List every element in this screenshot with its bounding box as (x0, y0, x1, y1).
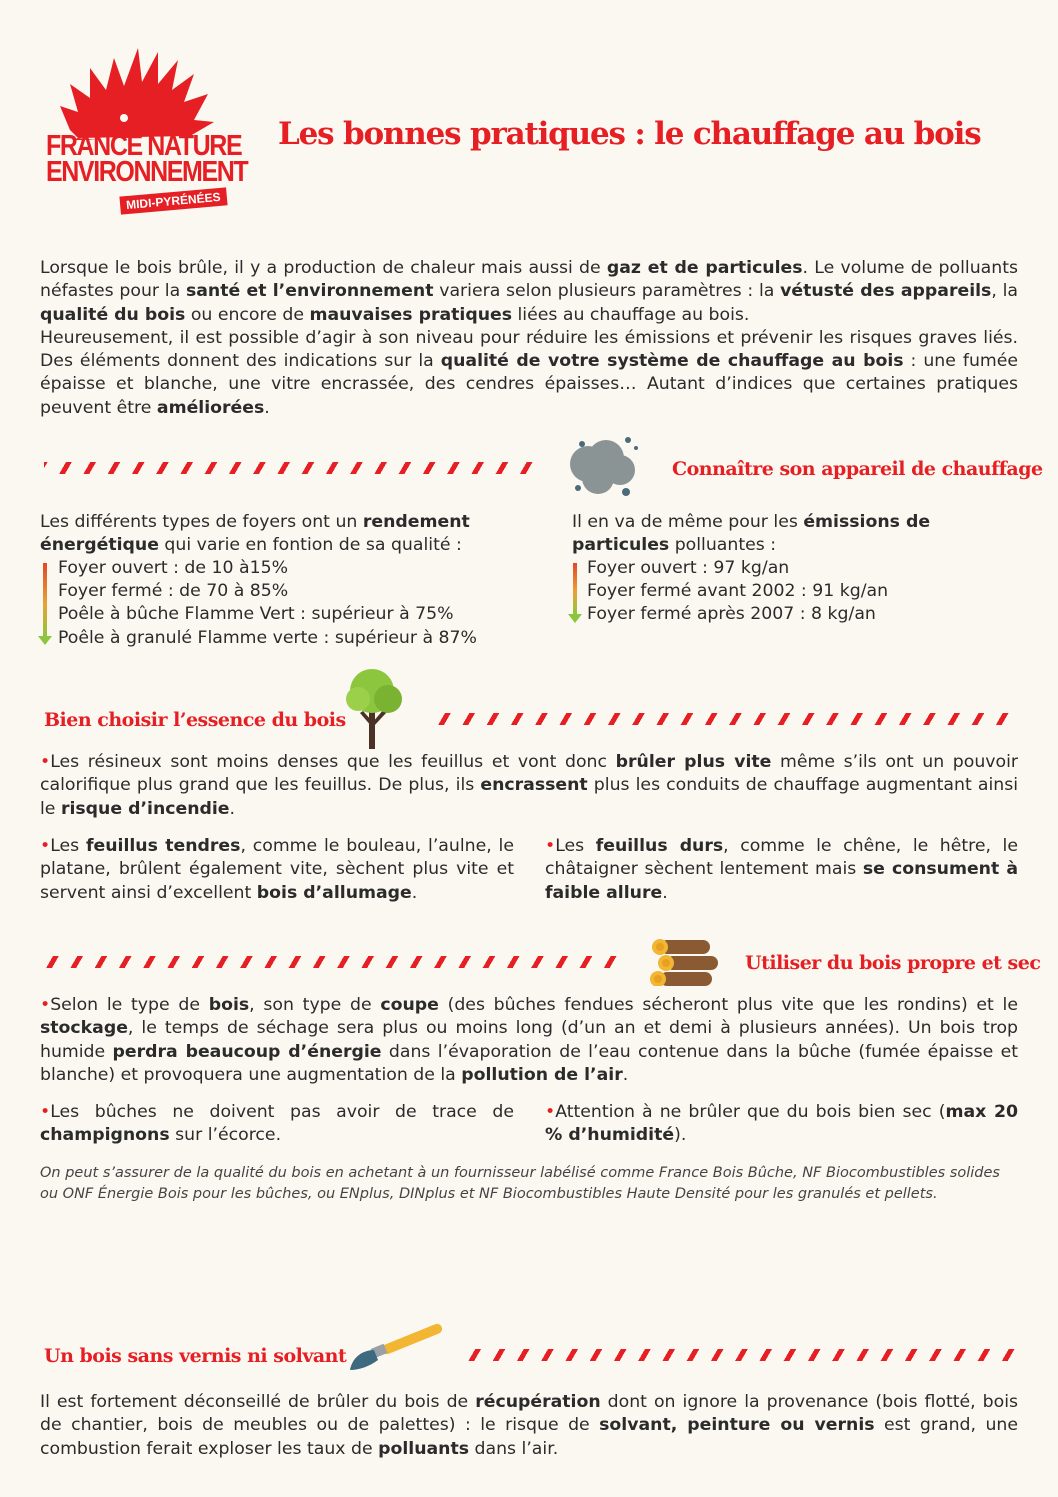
bold-run: coupe (380, 995, 439, 1015)
bullet: • (40, 752, 51, 772)
logo-region-badge (119, 187, 227, 214)
bullet: • (545, 836, 556, 856)
bold-run: encrassent (480, 775, 588, 796)
text-run: (des bûches fendues sécheront plus vite que les rondins) et le (438, 995, 1018, 1015)
section-divider-4 (468, 1349, 1018, 1361)
bold-run: vétusté des appareils (780, 281, 992, 302)
feuillus-tendres-paragraph (40, 835, 514, 905)
section-divider-1 (44, 462, 536, 474)
sechage-p1 (40, 995, 1018, 1085)
rendement-item: Foyer fermé : de 70 à 85% (58, 581, 289, 602)
text-run: Heureusement, il est possible d’agir à son niveau pour réduire les émissions et prévenir les risques graves liés. Des éléments donnent des indications sur la (40, 327, 1018, 372)
sechage-paragraph (40, 994, 1018, 1087)
text-run: variera selon plusieurs paramètres : la (433, 281, 781, 302)
logo-line-2: ENVIRONNEMENT (46, 155, 248, 189)
emissions-item: Foyer ouvert : 97 kg/an (587, 558, 790, 578)
bold-run: perdra beaucoup d’énergie (112, 1041, 382, 1062)
text-run: ou encore de (185, 304, 310, 325)
text-run: Attention à ne brûler que du bois bien sec ( (555, 1102, 946, 1122)
rendement-block (40, 511, 480, 558)
text-run: , la (991, 281, 1018, 302)
bold-run: stockage (40, 1018, 128, 1039)
paintbrush-icon (346, 1320, 446, 1374)
bullet: • (40, 1102, 51, 1122)
text-run: . Le volume de polluants néfastes pour la (40, 258, 1018, 302)
text-run: . (264, 397, 270, 418)
rendement-item: Poêle à granulé Flamme verte : supérieur à 87% (58, 627, 477, 648)
bold-run: bois (208, 995, 250, 1015)
emissions-list (587, 557, 888, 627)
text-run: Il est fortement déconseillé de brûler du bois de (40, 1392, 476, 1412)
logo-region-text: MIDI-PYRÉNÉES (125, 189, 222, 213)
section-title-essence: Bien choisir l’essence du bois (44, 709, 346, 731)
emissions-item: Foyer fermé après 2007 : 8 kg/an (587, 604, 876, 625)
text-run: qui varie en fontion de sa qualité : (158, 535, 462, 556)
bold-run: améliorées (156, 397, 265, 418)
bold-run: feuillus tendres (86, 836, 241, 856)
bold-run: polluants (378, 1438, 470, 1459)
logs-icon (646, 938, 720, 986)
emissions-block (572, 511, 1022, 558)
bold-run: qualité de votre système de chauffage au bois (440, 351, 904, 372)
text-run: Les résineux sont moins denses que les feuillus et vont donc (50, 752, 616, 772)
bold-run: brûler plus vite (615, 752, 772, 772)
essence-paragraph (40, 751, 1018, 821)
section-divider-3 (44, 956, 620, 968)
smoke-cloud-icon (562, 432, 642, 498)
feuillus-tendres-text (40, 836, 514, 903)
rendement-gradient-arrow (43, 563, 47, 637)
logo (40, 40, 248, 220)
section-title-vernis: Un bois sans vernis ni solvant (44, 1345, 347, 1367)
section-title-appareil: Connaître son appareil de chauffage (672, 458, 1043, 480)
text-run: . (229, 798, 236, 819)
champignons-text (40, 1102, 514, 1145)
rendement-item: Poêle à bûche Flamme Vert : supérieur à 75% (58, 604, 454, 625)
vernis-paragraph (40, 1391, 1018, 1461)
text-run: Il en va de même pour les (572, 512, 804, 532)
emissions-intro (572, 511, 1022, 558)
feuillus-durs-paragraph (545, 835, 1018, 905)
text-run: est grand, une combustion ferait exploser les taux de (40, 1415, 1019, 1459)
text-run: dont on ignore la provenance (bois flotté, bois de chantier, bois de meubles ou de palettes) : le risque de (40, 1392, 1018, 1436)
text-run: liées au chauffage au bois. (512, 304, 750, 325)
bold-run: qualité du bois (40, 304, 186, 325)
tree-icon (340, 667, 404, 749)
feuillus-durs-text (545, 836, 1018, 903)
bold-run: se consument à faible allure (545, 859, 1019, 903)
bullet: • (40, 836, 51, 856)
rendement-list (58, 557, 477, 650)
bold-run: feuillus durs (595, 836, 724, 856)
bold-run: champignons (40, 1125, 170, 1146)
text-run: polluantes : (669, 535, 777, 556)
text-run: Les (50, 836, 86, 856)
text-run: , comme le chêne, le hêtre, le châtaigner sèchent lentement mais (545, 836, 1018, 880)
bold-run: santé et l’environnement (185, 281, 434, 302)
page-title: Les bonnes pratiques : le chauffage au bois (278, 116, 981, 152)
bullet: • (545, 1102, 556, 1122)
bold-run: rendement énergétique (40, 512, 470, 556)
bold-run: pollution de l’air (461, 1064, 623, 1085)
text-run: Les différents types de foyers ont un (40, 512, 363, 532)
rendement-item: Foyer ouvert : de 10 à15% (58, 558, 289, 578)
bold-run: gaz et de particules (606, 258, 803, 278)
text-run: Les bûches ne doivent pas avoir de trace de (50, 1102, 514, 1122)
text-run: Lorsque le bois brûle, il y a production de chaleur mais aussi de (40, 258, 607, 278)
bold-run: solvant, peinture ou vernis (599, 1415, 875, 1436)
intro-p1 (40, 257, 1018, 327)
bold-run: bois d’allumage (256, 882, 412, 903)
text-run: Selon le type de (50, 995, 209, 1015)
essence-p1 (40, 752, 1018, 819)
text-run: . (411, 882, 418, 903)
bold-run: risque d’incendie (60, 798, 230, 819)
humidite-paragraph (545, 1101, 1018, 1148)
label-note: On peut s’assurer de la qualité du bois en achetant à un fournisseur labélisé comme France Bois Bûche, NF Biocombustibles solides ou ONF Énergie Bois pour les bûches, ou ENplus, DINplus et NF Biocombustibles Haute Densité pour les granulés et pellets. (40, 1165, 1000, 1202)
intro-paragraph (40, 257, 1018, 420)
emissions-item: Foyer fermé avant 2002 : 91 kg/an (587, 581, 889, 602)
section-divider-2 (438, 713, 1012, 725)
text-run: . (622, 1064, 629, 1085)
bold-run: récupération (475, 1392, 601, 1412)
text-run: dans l’évaporation de l’eau contenue dans la bûche (fumée épaisse et blanche) et provoquera une augmentation de la (40, 1041, 1019, 1085)
humidite-text (545, 1102, 1018, 1145)
text-run: Les (555, 836, 596, 856)
text-run: plus les conduits de chauffage augmentant ainsi le (40, 775, 1019, 819)
section-title-bois-sec: Utiliser du bois propre et sec (745, 952, 1041, 974)
hedgehog-logo-icon (58, 40, 218, 140)
text-run: dans l’air. (469, 1438, 559, 1459)
vernis-p1 (40, 1391, 1018, 1461)
text-run: , comme le bouleau, l’aulne, le platane, brûlent également vite, sèchent plus vite et servent ainsi d’excellent (40, 836, 514, 903)
bold-run: max 20 % d’humidité (545, 1102, 1018, 1146)
text-run: . (662, 882, 668, 903)
bold-run: émissions de particules (572, 512, 931, 556)
rendement-intro (40, 511, 480, 558)
intro-p2 (40, 327, 1018, 420)
emissions-gradient-arrow (573, 563, 577, 615)
logo-line-1: FRANCE NATURE (46, 129, 242, 163)
text-run: , le temps de séchage sera plus ou moins long (d’un an et demi à plusieurs années). Un bois trop humide (40, 1018, 1018, 1062)
bold-run: mauvaises pratiques (309, 304, 513, 325)
text-run: ). (674, 1125, 687, 1146)
text-run: : une fumée épaisse et blanche, une vitre encrassée, des cendres épaisses… Autant d’indices que certaines pratiques peuvent être (40, 351, 1019, 418)
text-run: , son type de (249, 995, 381, 1015)
text-run: sur l’écorce. (169, 1125, 282, 1146)
text-run: même s’ils ont un pouvoir calorifique plus grand que les feuillus. De plus, ils (40, 752, 1018, 796)
bullet: • (40, 995, 51, 1015)
champignons-paragraph (40, 1101, 514, 1148)
